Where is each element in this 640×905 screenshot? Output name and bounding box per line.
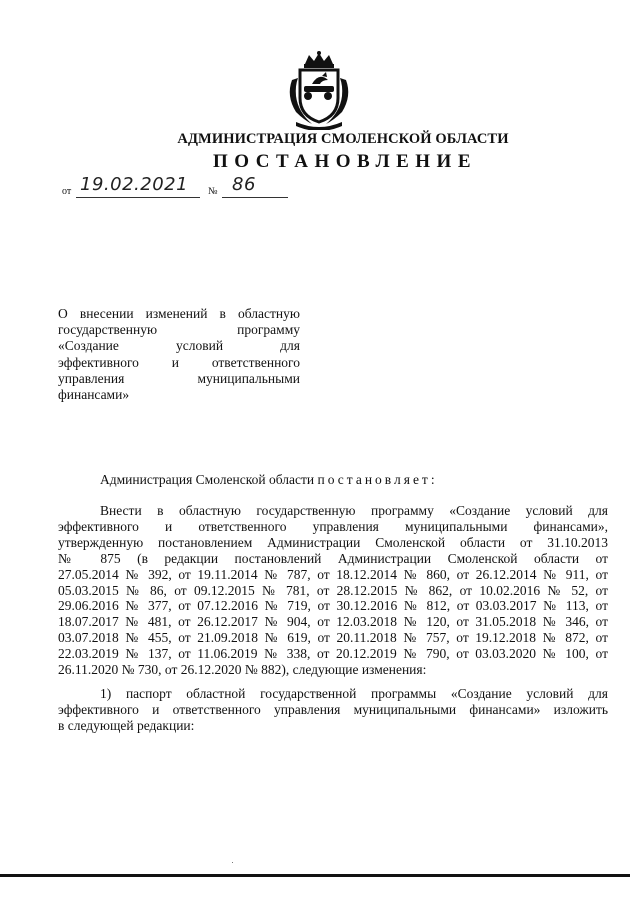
organization-name: АДМИНИСТРАЦИЯ СМОЛЕНСКОЙ ОБЛАСТИ (177, 131, 509, 147)
item-1-paragraph (58, 686, 608, 734)
preamble-text: Администрация Смоленской области (100, 472, 315, 487)
subject-line: «Создание условий для (58, 338, 300, 354)
subject-block (58, 306, 300, 403)
handwritten-date: 19.02.2021 (80, 174, 189, 195)
handwritten-number: 86 (232, 174, 256, 195)
paragraph-line: 29.06.2016 № 377, от 07.12.2016 № 719, от 30.12.2016 № 812, от 03.03.2017 № 113, от (58, 598, 608, 614)
paragraph-line: № 875 (в редакции постановлений Администрации Смоленской области от (58, 550, 608, 566)
paragraph-line: 22.03.2019 № 137, от 11.06.2019 № 338, от 20.12.2019 № 790, от 03.03.2020 № 100, от (58, 646, 608, 662)
subject-line: управления муниципальными (58, 370, 300, 386)
bottom-rule (0, 874, 630, 877)
resolution-paragraph (58, 503, 608, 678)
number-label: № (208, 186, 218, 197)
subject-line: финансами» (58, 387, 130, 403)
paragraph-line: Внести в областную государственную программу «Создание условий для (100, 503, 608, 518)
subject-line: государственную программу (58, 322, 300, 338)
subject-line: эффективного и ответственного (58, 354, 300, 370)
smolensk-coat-of-arms-icon (282, 50, 356, 130)
preamble-verb: постановляет: (317, 472, 438, 487)
paragraph-line: 03.07.2018 № 455, от 21.09.2018 № 619, от 20.11.2018 № 757, от 19.12.2018 № 872, от (58, 630, 608, 646)
preamble-line (58, 472, 608, 488)
paragraph-line: 18.07.2017 № 481, от 26.12.2017 № 904, от 12.03.2018 № 120, от 31.05.2018 № 346, от (58, 614, 608, 630)
paragraph-line: 26.11.2020 № 730, от 26.12.2020 № 882), следующие изменения: (58, 662, 427, 678)
paragraph-line: 05.03.2015 № 86, от 09.12.2015 № 781, от 28.12.2015 № 862, от 10.02.2016 № 52, от (58, 582, 608, 598)
paragraph-line: 1) паспорт областной государственной программы «Создание условий для (100, 686, 608, 701)
paragraph-line: в следующей редакции: (58, 717, 195, 733)
date-label: от (62, 186, 72, 197)
subject-line: О внесении изменений в областную (58, 306, 300, 321)
paragraph-line: 27.05.2014 № 392, от 19.11.2014 № 787, от 18.12.2014 № 860, от 26.12.2014 № 911, от (58, 566, 608, 582)
paragraph-line: утвержденную постановлением Администрации Смоленской области от 31.10.2013 (58, 534, 608, 550)
document-type-title: ПОСТАНОВЛЕНИЕ (212, 151, 478, 172)
date-underline (76, 197, 200, 198)
paragraph-line: эффективного и ответственного управления муниципальными финансами» изложить (58, 701, 608, 717)
preamble (58, 472, 608, 488)
number-underline (222, 197, 288, 198)
paragraph-line: эффективного и ответственного управления муниципальными финансами», (58, 518, 608, 534)
scan-speck (232, 862, 233, 863)
